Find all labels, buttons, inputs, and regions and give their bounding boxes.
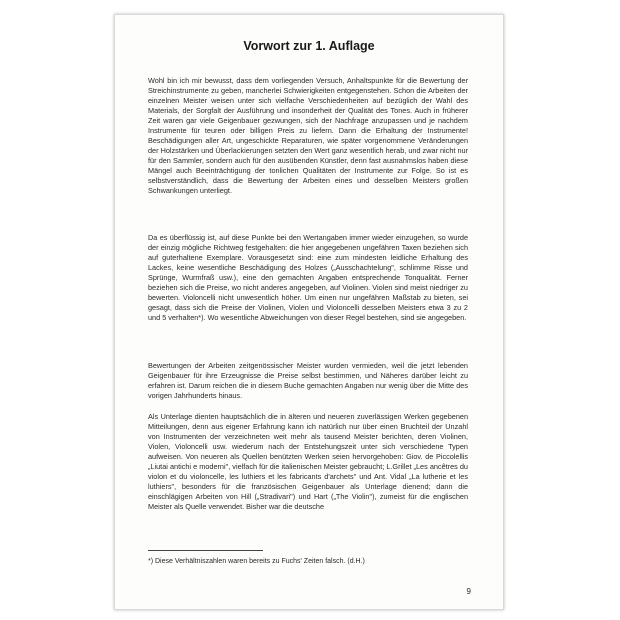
footnote-rule	[148, 550, 263, 551]
footnote: *) Diese Verhältniszahlen waren bereits zu Fuchs' Zeiten falsch. (d.H.)	[148, 558, 365, 565]
book-page	[114, 14, 504, 610]
paragraph-3: Bewertungen der Arbeiten zeitgenössischer Meister wurden vermieden, weil die jetzt lebenden Geigenbauer für ihre Erzeugnisse die Preise selbst bestimmen, und Näheres darüber leicht zu erfahren ist. Darum reichen die in diesem Buche gemachten Angaben nur wenig über die Mitte des vorigen Jahrhunderts hinaus.	[148, 361, 468, 400]
page-number: 9	[466, 587, 471, 596]
paragraph-1: Wohl bin ich mir bewusst, dass dem vorliegenden Versuch, Anhaltspunkte für die Bewertung der Streichinstrumente zu geben, mancherlei Schwierigkeiten entgegenstehen. Schon die Arbeiten der einzelnen Meister weisen unter sich vielfache Verschiedenheiten auf bezüglich der Wahl des Materials, der Sorgfalt der Ausführung und insonderheit der Qualität des Tones. Auch in früherer Zeit waren gar viele Geigenbauer gezwungen, sich der Nachfrage anzupassen und je nachdem Instrumente für teuren oder billigen Preis zu liefern. Dann die Erhaltung der Instrumente! Beschädigungen aller Art, ungeschickte Reparaturen, wie später vorgenommene Veränderungen der Holzstärken und Überlackierungen setzten den Wert ganz wesentlich herab, und zwar nicht nur für den Sammler, sondern auch für den ausübenden Künstler, denn fast ausnahmslos haben diese Mängel auch Beeinträchtigung der tonlichen Qualitäten der Instrumente zur Folge. So ist es selbstverständlich, dass die Bewertung der Arbeiten eines und desselben Meisters großen Schwankungen unterliegt.	[148, 76, 468, 195]
paragraph-4: Als Unterlage dienten hauptsächlich die in älteren und neueren zuverlässigen Werken gegebenen Mitteilungen, denn aus eigener Erfahrung kann ich natürlich nur über einen Bruchteil der Unzahl von Instrumenten der verzeichneten weit mehr als tausend Meister berichten, deren Violinen, Violen, Violoncelli usw. wiederum nach der Entstehungszeit unter sich verschiedene Typen aufweisen. Von neueren als Quellen benützten Werken seien hervorgehoben: Giov. de Piccolellis „Liutai antichi e moderni", vielfach für die italienischen Meister gebraucht; L.Grillet „Les ancêtres du violon et du violoncelle, les luthiers et les fabricants d'archets" und Ant. Vidal „La lutherie et les luthiers", besonders für die französischen Geigenbauer als Unterlage dienend; dann die einschlägigen Arbeiten von Hill („Stradivari") und Hart („The Violin"), zumeist für die englischen Meister als Quelle verwendet. Bisher war die deutsche	[148, 412, 468, 511]
page-title: Vorwort zur 1. Auflage	[243, 39, 375, 53]
paragraph-2: Da es überflüssig ist, auf diese Punkte bei den Wertangaben immer wieder einzugehen, so wurde der einzig mögliche Richtweg festgehalten: die hier angegebenen ungefähren Taxen beziehen sich auf guterhaltene Exemplare. Vorausgesetzt sind: eine zum mindesten leidliche Erhaltung des Lackes, keine wesentliche Beschädigung des Holzes („Ausschachtelung", schlimme Risse und Sprünge, Wurmfraß usw.), eine den gemachten Angaben entsprechende Tonqualität. Ferner beziehen sich die Preise, wo nicht anderes angegeben, auf Violinen. Violen sind meist niedriger zu bewerten. Violoncelli nicht unwesentlich höher. Um einen nur ungefähren Maßstab zu bieten, sei gesagt, dass sich die Preise der Violinen, Violen und Violoncelli desselben Meisters etwa 3 zu 2 und 5 verhalten*). Wo wesentliche Abweichungen von dieser Regel bestehen, sind sie angegeben.	[148, 233, 468, 322]
